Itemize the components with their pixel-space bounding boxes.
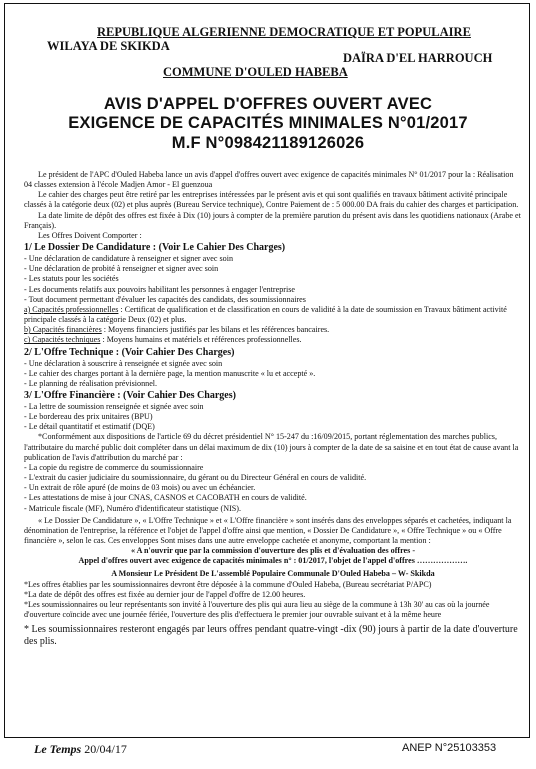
anep-number: ANEP N°25103353 [402, 742, 497, 754]
capacity-text: : Certificat de qualification et de classification en cours de validité à la date de soumission en Travaux bâtiment activité principale classés à la catégorie Deux (02) et plus. [24, 304, 507, 325]
list-item: - Un extrait de rôle apuré (de moins de 03 mois) ou avec un échéancier. [24, 483, 256, 493]
opening-paragraph: *Les soumissionnaires ou leur représentants son invité à l'ouverture des plis qui aura lieu au siège de la commune à 13h 30' au cas où la journée d'ouverture coïncide avec une journée fériée, l'ouverture des plis d'effectuera le premier jour ouvrable suivant et à la même heure [24, 599, 490, 620]
capacity-financial [24, 325, 522, 335]
list-item: - Le cahier des charges portant à la dernière page, la mention manuscrite « lu et accepté ». [24, 368, 316, 378]
section-financial-heading: 3/ L'Offre Financière : (Voir Cahier Des Charges) [24, 389, 236, 401]
deposit-paragraph: *Les offres établies par les soumissionnaires devront être déposée à la commune d'Ouled Habeba, (Bureau secrétariat P/APC) [24, 579, 432, 589]
list-item: - Matricule fiscale (MF), Numéro d'identificateur statistique (NIS). [24, 503, 242, 513]
specs-paragraph: Le cahier des charges peut être retiré par les entreprises intéressées par le présent avis et qui sont qualifiés en travaux bâtiment activité principale classés à la catégorie deux (02) et plus auprès (Bureau Service technique), Contre Paiement de : 5 000.00 DA frais du cahier des charges et participation. [24, 190, 519, 210]
header-republic: REPUBLIQUE ALGERIENNE DEMOCRATIQUE ET POPULAIRE [97, 25, 471, 39]
capacity-text: : Moyens humains et matériels et références professionnelles. [100, 335, 302, 345]
list-item: - Tout document permettant d'évaluer les capacités des candidats, des soumissionnaires [24, 294, 306, 304]
newspaper-source [34, 742, 127, 757]
notice-title-line-1: AVIS D'APPEL D'OFFRES OUVERT AVEC [103, 95, 433, 113]
list-item: - La copie du registre de commerce du soumissionnaire [24, 462, 204, 472]
capacity-text: : Moyens financiers justifiés par les bilans et les références bancaires. [101, 325, 330, 335]
list-item: - Le détail quantitatif et estimatif (DQE) [24, 422, 155, 432]
list-item: - Le bordereau des prix unitaires (BPU) [24, 412, 153, 422]
intro-paragraph: Le président de l'APC d'Ouled Habeba lance un avis d'appel d'offres ouvert avec exigence de capacités minimales N° 01/2017 pour la : Réalisation 04 classes extension à l'école Madjen Amor - El guenzoua [24, 170, 514, 190]
list-item: - Une déclaration de candidature à renseigner et signer avec soin [24, 254, 233, 264]
notice-title-line-3: M.F N°098421189126026 [171, 134, 365, 152]
header-commune: COMMUNE D'OULED HABEBA [163, 65, 348, 79]
capacity-professional [24, 305, 522, 325]
addressee: A Monsieur Le Président De L'assemblé Populaire Communale D'Ouled Habeba – W- Skikda [111, 569, 435, 579]
envelope-mention-2: Appel d'offres ouvert avec exigence de capacités minimales n° : 01/2017, l'objet de l'appel d'offres ………………. [78, 556, 468, 566]
list-item: - L'extrait du casier judiciaire du soumissionnaire, du gérant ou du Directeur Général en cours de validité. [24, 473, 367, 483]
section-candidature-heading: 1/ Le Dossier De Candidature : (Voir Le Cahier Des Charges) [24, 242, 286, 254]
list-item: - Une déclaration de probité à renseigner et signer avec soin [24, 264, 219, 274]
deposit-date-paragraph: *La date de dépôt des offres est fixée au dernier jour de l'appel d'offre de 12.00 heures. [24, 589, 306, 599]
capacity-label: a) Capacités professionnelles [24, 304, 119, 314]
publication-date: 20/04/17 [84, 742, 127, 756]
header-wilaya: WILAYA DE SKIKDA [47, 39, 170, 53]
commitment-paragraph: * Les soumissionnaires resteront engagés par leurs offres pendant quatre-vingt -dix (90) jours à partir de la date d'ouverture des plis. [24, 624, 518, 648]
offers-label: Les Offres Doivent Comporter : [38, 230, 142, 240]
envelopes-paragraph: « Le Dossier De Candidature », « L'Offre Technique » et « L'Offre financière » sont insérés dans des enveloppes séparés et cachetées, indiquant la dénomination de l'entreprise, la référence et l'objet de l'appel d'offre ainsi que mention, « Dossier De Candidature », « Offre Technique » ou « Offre financière », selon le cas. Ces enveloppes Sont mises dans une autre enveloppe cachetée et anonyme, comportant la mention : [24, 515, 512, 545]
newspaper-name: Le Temps [34, 742, 82, 756]
capacity-technical [24, 335, 522, 345]
list-item: - Les attestations de mise à jour CNAS, CASNOS et CACOBATH en cours de validité. [24, 493, 307, 503]
capacity-label: c) Capacités techniques [24, 335, 101, 345]
list-item: - Une déclaration à souscrire à renseignée et signée avec soin [24, 358, 223, 368]
section-technical-heading: 2/ L'Offre Technique : (Voir Cahier Des Charges) [24, 346, 235, 358]
deadline-paragraph: La date limite de dépôt des offres est fixée à Dix (10) jours à compter de la première parution du présent avis dans les quotidiens nationaux (Arabe et Français). [24, 210, 521, 230]
list-item: - Le planning de réalisation prévisionnel. [24, 378, 158, 388]
list-item: - La lettre de soumission renseignée et signée avec soin [24, 401, 204, 411]
list-item: - Les documents relatifs aux pouvoirs habilitant les personnes à engager l'entreprise [24, 284, 295, 294]
notice-title-line-2: EXIGENCE DE CAPACITÉS MINIMALES N°01/2017 [68, 114, 468, 132]
notice-body [24, 170, 522, 648]
header-daira: DAÏRA D'EL HARROUCH [343, 51, 493, 65]
envelope-mention-1: « A n'ouvrir que par la commission d'ouverture des plis et d'évaluation des offres - [130, 546, 416, 556]
conformity-paragraph: *Conformément aux dispositions de l'article 69 du décret présidentiel N° 15-247 du :16/09/2015, portant réglementation des marches publics, l'attributaire du marché public doit compléter dans un délai maximum de dix (10) jours à compter de la date de sa saisine et en tout état de cause avant la publication de l'avis d'attribution du marché par : [24, 432, 519, 462]
capacity-label: b) Capacités financières [24, 325, 102, 335]
list-item: - Les statuts pour les sociétés [24, 274, 119, 284]
